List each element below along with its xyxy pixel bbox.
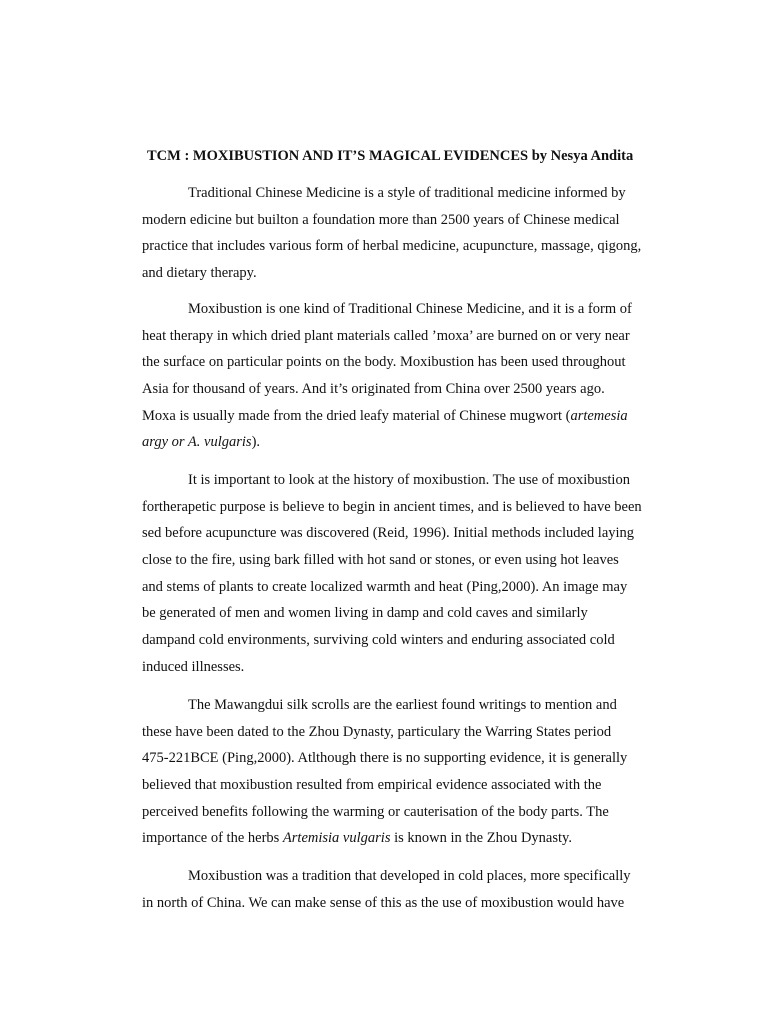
text-line: believed that moxibustion resulted from empirical evidence associated with the — [142, 777, 602, 794]
italic-species-name: Artemisia vulgaris — [282, 830, 391, 847]
paragraph-3 — [142, 467, 682, 681]
italic-species-name: argy or A. vulgaris — [142, 434, 252, 451]
text-line: Moxibustion was a tradition that developed in cold places, more specifically — [188, 868, 631, 884]
paragraph-1 — [142, 180, 682, 287]
text-run: ). — [251, 434, 261, 451]
text-line: and dietary therapy. — [142, 265, 257, 282]
text-run: importance of the herbs — [142, 830, 283, 847]
text-run: is known in the Zhou Dynasty. — [390, 830, 572, 847]
text-line — [142, 429, 682, 456]
text-line: 475-221BCE (Ping,2000). Atlthough there is no supporting evidence, it is generally — [142, 750, 628, 767]
text-line: the surface on particular points on the body. Moxibustion has been used throughout — [142, 354, 626, 371]
text-line: fortherapetic purpose is believe to begin in ancient times, and is believed to have been — [142, 498, 642, 515]
text-line — [142, 825, 682, 852]
text-line: The Mawangdui silk scrolls are the earliest found writings to mention and — [188, 697, 617, 713]
text-line: sed before acupuncture was discovered (Reid, 1996). Initial methods included laying — [142, 525, 635, 542]
text-line: It is important to look at the history of moxibustion. The use of moxibustion — [188, 472, 630, 488]
text-line: modern edicine but builton a foundation more than 2500 years of Chinese medical — [142, 211, 620, 228]
text-line: close to the fire, using bark filled with hot sand or stones, or even using hot leaves — [142, 552, 619, 569]
text-line: heat therapy in which dried plant materials called ’moxa’ are burned on or very near — [142, 327, 630, 344]
text-line: Asia for thousand of years. And it’s originated from China over 2500 years ago. — [142, 381, 605, 398]
italic-species-name: artemesia — [570, 407, 628, 424]
text-line — [142, 403, 682, 430]
text-line: in north of China. We can make sense of this as the use of moxibustion would have — [142, 894, 625, 911]
text-line: and stems of plants to create localized warmth and heat (Ping,2000). An image may — [142, 578, 628, 595]
text-line: be generated of men and women living in damp and cold caves and similarly — [142, 605, 588, 622]
text-line: dampand cold environments, surviving cold winters and enduring associated cold — [142, 632, 615, 649]
text-line: these have been dated to the Zhou Dynasty, particulary the Warring States period — [142, 723, 612, 740]
paragraph-2 — [142, 296, 682, 456]
text-line: perceived benefits following the warming or cauterisation of the body parts. The — [142, 803, 609, 820]
text-line: practice that includes various form of herbal medicine, acupuncture, massage, qigong, — [142, 238, 642, 255]
document-title: TCM : MOXIBUSTION AND IT’S MAGICAL EVIDENCES by Nesya Andita — [147, 148, 634, 164]
paragraph-5 — [142, 863, 682, 916]
text-line: Traditional Chinese Medicine is a style of traditional medicine informed by — [188, 185, 626, 201]
text-line: induced illnesses. — [142, 658, 245, 675]
text-line: Moxibustion is one kind of Traditional Chinese Medicine, and it is a form of — [188, 301, 632, 317]
paragraph-4 — [142, 692, 682, 852]
text-run: Moxa is usually made from the dried leafy material of Chinese mugwort ( — [142, 407, 571, 424]
